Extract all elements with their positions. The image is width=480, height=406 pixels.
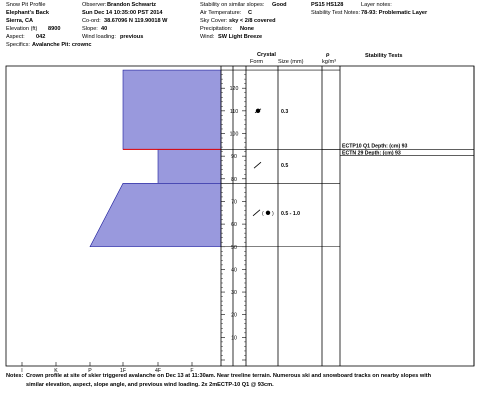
density-unit: kg/m³ — [322, 59, 336, 65]
precip-label: Precipitation: — [200, 26, 233, 32]
notes-label: Notes: — [6, 373, 24, 379]
crystal-symbol-paren: ( — [262, 210, 264, 217]
crystal-column — [253, 109, 300, 217]
elevation-value: 8900 — [48, 26, 61, 32]
slope-label: Slope: — [82, 26, 98, 32]
title: Snow Pit Profile — [6, 2, 46, 8]
depth-tick-label: 80 — [231, 176, 237, 183]
sky-cover-label: Sky Cover: — [200, 18, 228, 24]
crystal-symbol-rounded — [266, 211, 270, 215]
slope-value: 40 — [101, 26, 108, 32]
depth-tick-label: 30 — [231, 290, 237, 297]
stability-similar-value: Good — [272, 2, 287, 8]
sky-cover-value: sky < 2/8 covered — [229, 18, 276, 24]
aspect-label: Aspect: — [6, 34, 25, 40]
chart-border — [6, 66, 474, 366]
coord-value: 38.67096 N 119.90018 W — [104, 18, 168, 24]
air-temp-label: Air Temperature: — [200, 10, 242, 16]
layer-1 — [123, 70, 221, 149]
observer-value: Brandon Schwartz — [107, 2, 157, 8]
stability-notes-value: 78-93: Problematic Layer — [361, 10, 428, 16]
form-header: Form — [250, 59, 264, 65]
layer-2 — [158, 149, 221, 183]
crystal-symbol-facet — [254, 162, 261, 168]
depth-tick-label: 70 — [231, 199, 237, 206]
stability-test-label: ECTP10 Q1 Depth: (cm) 93 — [342, 143, 408, 150]
hardness-tick-label: F — [190, 368, 194, 374]
notes-line-2: similar elevation, aspect, slope angle, and previous wind loading. 2x 2mECTP-10 Q1 @ 93cm. — [26, 382, 274, 388]
depth-tick-label: 60 — [231, 222, 237, 229]
hardness-tick-label: 4F — [154, 368, 162, 374]
hardness-tick-label: P — [88, 368, 92, 374]
size-header: Size (mm) — [278, 59, 304, 65]
observer-label: Observer: — [82, 2, 107, 8]
precip-value: None — [240, 26, 254, 32]
stability-tests-header: Stability Tests — [365, 53, 403, 59]
depth-tick-label: 100 — [229, 131, 239, 138]
stability-similar-label: Stability on similar slopes: — [200, 2, 265, 8]
specifics-value: Avalanche Pit: crownc — [32, 42, 92, 48]
depth-tick-label: 120 — [229, 86, 239, 93]
crystal-symbol-paren: ) — [272, 210, 274, 217]
region: Sierra, CA — [6, 18, 34, 24]
location-name: Elephant's Back — [6, 10, 49, 16]
stability-test-label: ECTN 29 Depth: (cm) 93 — [342, 150, 401, 157]
depth-tick-label: 10 — [231, 335, 237, 342]
crystal-header: Crystal — [257, 52, 276, 58]
wind-value: SW Light Breeze — [218, 34, 263, 40]
aspect-value: 042 — [36, 34, 46, 40]
crystal-size-label: 0.3 — [281, 108, 289, 115]
hardness-tick-label: 1F — [119, 368, 127, 374]
specifics-label: Specifics: — [6, 42, 30, 48]
depth-axis — [221, 75, 246, 360]
test-summary: PS15 HS128 — [311, 2, 344, 8]
hardness-tick-label: I — [21, 368, 23, 374]
depth-tick-label: 20 — [231, 312, 237, 319]
notes-line-1: Crown profile at site of skier triggered avalanche on Dec 13 at 11:30am. Near treeline terrain. Numerous ski and snowboard tracks on nearby slopes with — [26, 373, 432, 379]
wind-loading-value: previous — [120, 34, 144, 40]
crystal-size-label: 0.5 — [281, 163, 289, 170]
wind-label: Wind: — [200, 34, 215, 40]
hardness-layers — [90, 70, 221, 247]
wind-loading-label: Wind loading: — [82, 34, 116, 40]
crystal-symbol-facet — [253, 210, 260, 216]
stability-notes-label: Stability Test Notes: — [311, 10, 361, 16]
hardness-tick-label: K — [54, 368, 58, 374]
depth-tick-label: 110 — [229, 108, 239, 115]
layer-3 — [90, 183, 221, 246]
depth-tick-label: 40 — [231, 267, 237, 274]
chart-frame — [6, 66, 474, 366]
layer-notes-label: Layer notes: — [361, 2, 392, 8]
depth-tick-label: 50 — [231, 244, 237, 251]
density-header: ρ — [326, 52, 330, 58]
air-temp-value: C — [248, 10, 253, 16]
datetime-value: Sun Dec 14 10:35:00 PST 2014 — [82, 10, 163, 16]
depth-tick-label: 90 — [231, 154, 237, 161]
crystal-size-label: 0.5 - 1.0 — [281, 210, 301, 217]
coord-label: Co-ord: — [82, 18, 101, 24]
stability-tests-column — [322, 143, 474, 156]
elevation-label: Elevation (ft) — [6, 26, 38, 32]
